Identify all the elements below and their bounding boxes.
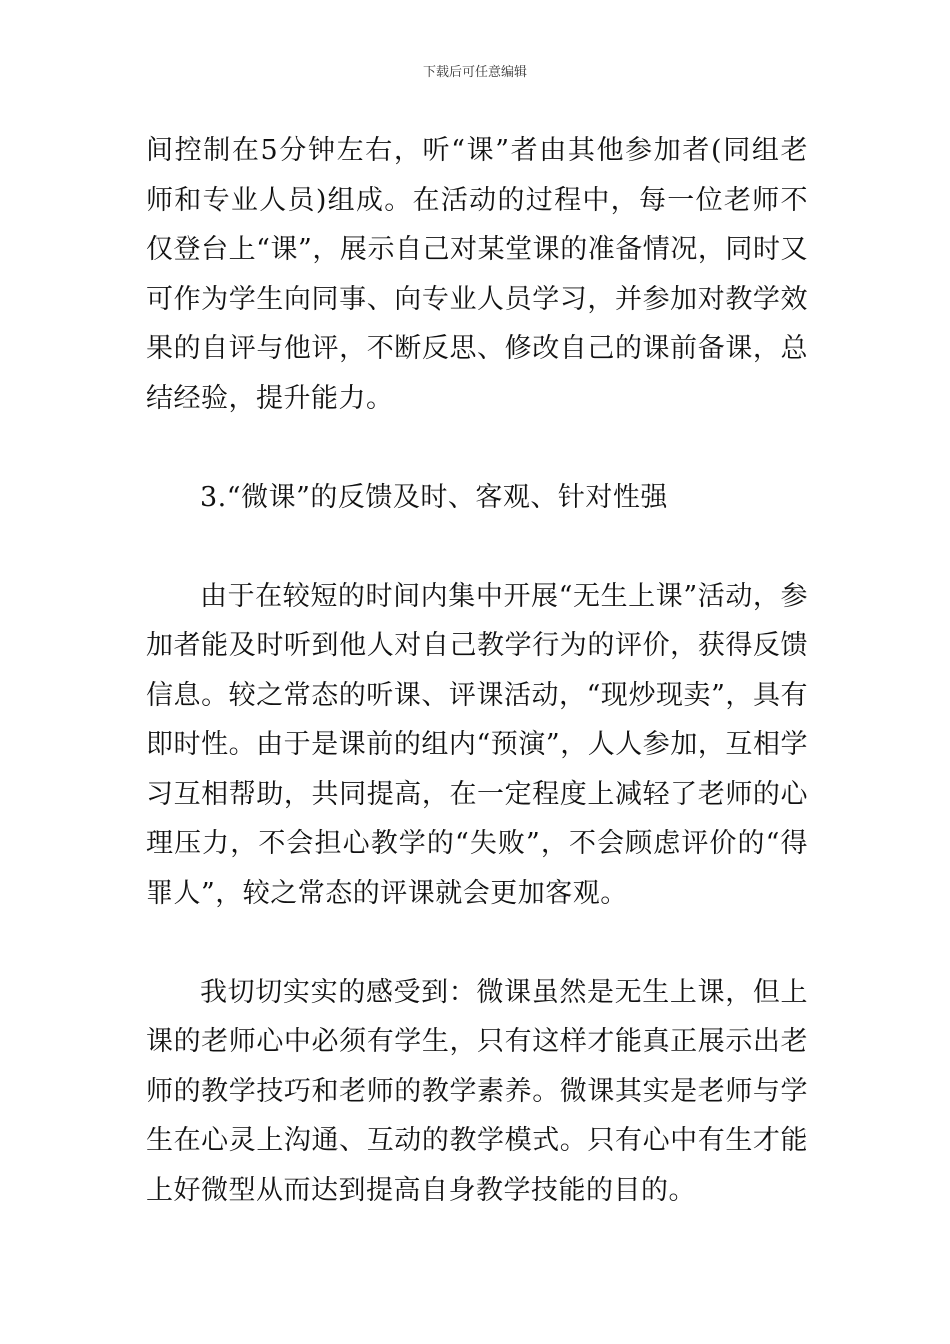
paragraph-gap — [146, 423, 808, 473]
page-header: 下载后可任意编辑 — [422, 65, 527, 80]
section-heading: 3.“微课”的反馈及时、客观、针对性强 — [200, 481, 668, 513]
paragraph-reflection: 我切切实实的感受到：微课虽然是无生上课，但上课的老师心中必须有学生，只有这样才能真正展示出老师的教学技巧和老师的教学素养。微课其实是老师与学生在心灵上沟通、互动的教学模式。只有心中有生才能上好微型从而达到提高自身教学技能的目的。 — [146, 976, 808, 1206]
paragraph-feedback: 由于在较短的时间内集中开展“无生上课”活动，参加者能及时听到他人对自己教学行为的评价，获得反馈信息。较之常态的听课、评课活动，“现炒现卖”，具有即时性。由于是课前的组内“预演”，人人参加，互相学习互相帮助，共同提高，在一定程度上减轻了老师的心理压力，不会担心教学的“失败”，不会顾虑评价的“得罪人”，较之常态的评课就会更加客观。 — [146, 580, 808, 909]
paragraph-continuation: 间控制在5分钟左右，听“课”者由其他参加者(同组老师和专业人员)组成。在活动的过程中，每一位老师不仅登台上“课”，展示自己对某堂课的准备情况，同时又可作为学生向同事、向专业人员学习，并参加对教学效果的自评与他评，不断反思、修改自己的课前备课，总结经验，提升能力。 — [146, 135, 808, 414]
paragraph-gap — [146, 522, 808, 572]
document-body — [146, 126, 808, 1215]
paragraph-gap — [146, 918, 808, 968]
